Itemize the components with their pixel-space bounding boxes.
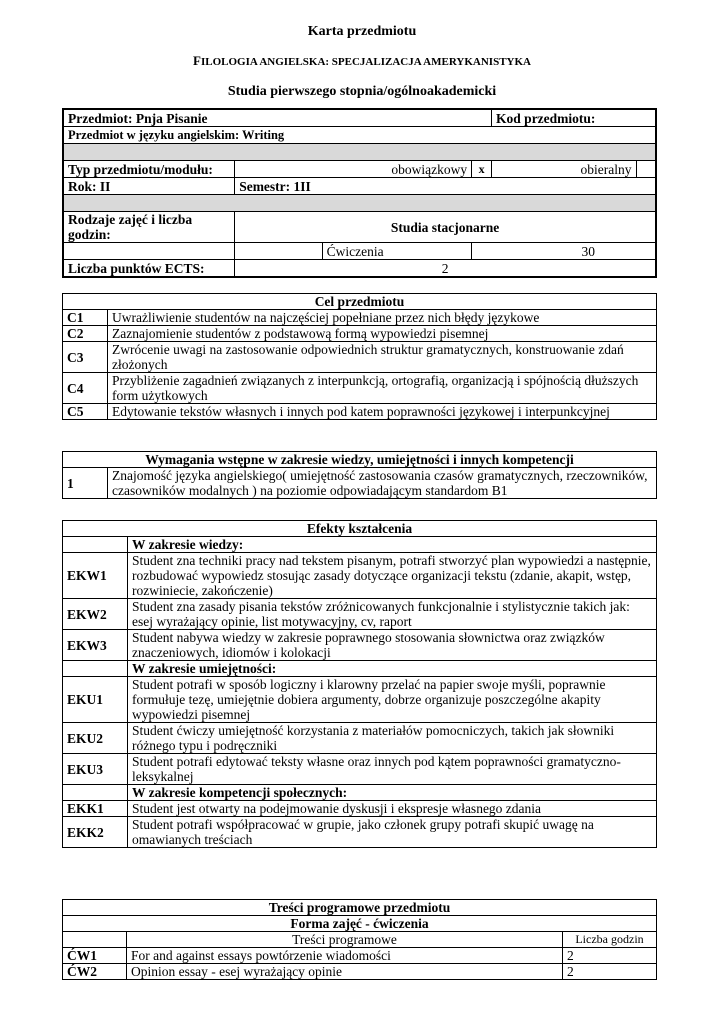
mandatory-mark: x — [472, 161, 492, 178]
prerequisite-text: Znajomość języka angielskiego( umiejętność zastosowania czasów gramatycznych, rzeczowników, czasowników modalnych ) na poziomie odpowiadającym standardom B1 — [108, 468, 657, 499]
outcome-text: Student zna techniki pracy nad tekstem pisanym, potrafi stworzyć plan wypowiedzi a następnie, rozbudować wypowiedz stosując zasady dotyczące organizacji tekstu (zdanie, akapit, wstęp, rozwiniecie, zakończenie) — [128, 553, 657, 599]
content-code: ĆW2 — [63, 964, 127, 980]
goals-table — [62, 293, 657, 420]
empty-cell — [63, 661, 128, 677]
field-rest: ILOLOGIA ANGIELSKA: SPECJALIZACJA AMERYKANISTYKA — [200, 56, 531, 68]
goal-code: C3 — [63, 342, 108, 373]
column-header-hours: Liczba godzin — [563, 932, 657, 948]
skills-heading: W zakresie umiejętności: — [128, 661, 657, 677]
study-mode: Studia stacjonarne — [235, 212, 656, 243]
mandatory-label: obowiązkowy — [235, 161, 472, 178]
outcome-code: EKK1 — [63, 801, 128, 817]
social-heading: W zakresie kompetencji społecznych: — [128, 785, 657, 801]
classes-label: Rodzaje zajęć i liczba godzin: — [63, 212, 235, 243]
subject-code-label: Kod przedmiotu: — [492, 109, 656, 127]
ects-value: 2 — [235, 260, 656, 278]
goal-text: Zaznajomienie studentów z podstawową formą wypowiedzi pisemnej — [108, 326, 657, 342]
optional-mark — [636, 161, 656, 178]
empty-cell — [63, 785, 128, 801]
goal-text: Edytowanie tekstów własnych i innych pod katem poprawności językowej i interpunkcyjnej — [108, 404, 657, 420]
optional-label: obieralny — [492, 161, 636, 178]
content-hours: 2 — [563, 964, 657, 980]
prerequisite-code: 1 — [63, 468, 108, 499]
goal-text: Uwrażliwienie studentów na najczęściej popełniane przez nich błędy językowe — [108, 310, 657, 326]
goal-text: Zwrócenie uwagi na zastosowanie odpowiednich struktur gramatycznych, konstruowanie zdań złożonych — [108, 342, 657, 373]
info-table — [62, 108, 657, 278]
learning-outcomes-table — [62, 520, 657, 848]
spacer-row — [63, 195, 656, 212]
outcome-code: EKU2 — [63, 723, 128, 754]
outcome-code: EKW2 — [63, 599, 128, 630]
prerequisites-title: Wymagania wstępne w zakresie wiedzy, umiejętności i innych kompetencji — [63, 452, 657, 468]
empty-cell — [63, 243, 235, 260]
outcome-text: Student zna zasady pisania tekstów zróżnicowanych funkcjonalnie i stylistycznie takich jak: esej wyrażający opinie, list motywacyjny, cv, raport — [128, 599, 657, 630]
prerequisites-table — [62, 451, 657, 499]
goal-code: C2 — [63, 326, 108, 342]
class-form: Forma zajęć - ćwiczenia — [63, 916, 657, 932]
goals-title: Cel przedmiotu — [63, 294, 657, 310]
class-type: Ćwiczenia — [322, 243, 471, 260]
outcome-code: EKK2 — [63, 817, 128, 848]
field-first-letter: F — [193, 53, 201, 68]
goal-text: Przybliżenie zagadnień związanych z interpunkcją, ortografią, organizacją i spójnością dłuższych form użytkowych — [108, 373, 657, 404]
outcome-text: Student potrafi w sposób logiczny i klarowny przelać na papier swoje myśli, poprawnie formułuje tezę, umiejętnie dobiera argumenty, dobrze organizuje poszczególne akapity wypowiedzi pisemnej — [128, 677, 657, 723]
program-content-title: Treści programowe przedmiotu — [63, 900, 657, 916]
goal-code: C1 — [63, 310, 108, 326]
class-hours: 30 — [472, 243, 656, 260]
subject-name: Przedmiot: Pnja Pisanie — [63, 109, 492, 127]
outcome-text: Student potrafi współpracować w grupie, jako członek grupy potrafi skupić uwagę na omawianych treściach — [128, 817, 657, 848]
learning-outcomes-title: Efekty kształcenia — [63, 521, 657, 537]
subject-name-en: Przedmiot w języku angielskim: Writing — [63, 127, 656, 144]
content-text: For and against essays powtórzenie wiadomości — [127, 948, 563, 964]
content-text: Opinion essay - esej wyrażający opinie — [127, 964, 563, 980]
outcome-text: Student jest otwarty na podejmowanie dyskusji i ekspresje własnego zdania — [128, 801, 657, 817]
field-of-study — [0, 53, 724, 69]
empty-cell — [235, 243, 322, 260]
empty-cell — [63, 932, 127, 948]
semester: Semestr: 1II — [235, 178, 656, 195]
empty-cell — [63, 537, 128, 553]
outcome-text: Student ćwiczy umiejętność korzystania z materiałów pomocniczych, takich jak słowniki różnego typu i podręczniki — [128, 723, 657, 754]
outcome-text: Student nabywa wiedzy w zakresie poprawnego stosowania słownictwa oraz związków znaczeniowych, idiomów i kolokacji — [128, 630, 657, 661]
outcome-text: Student potrafi edytować teksty własne oraz innych pod kątem poprawności gramatyczno- leksykalnej — [128, 754, 657, 785]
spacer-row — [63, 144, 656, 161]
content-code: ĆW1 — [63, 948, 127, 964]
outcome-code: EKU1 — [63, 677, 128, 723]
column-header-content: Treści programowe — [127, 932, 563, 948]
knowledge-heading: W zakresie wiedzy: — [128, 537, 657, 553]
content-hours: 2 — [563, 948, 657, 964]
program-content-table — [62, 899, 657, 980]
outcome-code: EKU3 — [63, 754, 128, 785]
year: Rok: II — [63, 178, 235, 195]
type-label: Typ przedmiotu/modułu: — [63, 161, 235, 178]
outcome-code: EKW1 — [63, 553, 128, 599]
outcome-code: EKW3 — [63, 630, 128, 661]
page-title: Karta przedmiotu — [307, 24, 417, 39]
ects-label: Liczba punktów ECTS: — [63, 260, 235, 278]
study-level: Studia pierwszego stopnia/ogólnoakademicki — [227, 84, 497, 99]
goal-code: C5 — [63, 404, 108, 420]
goal-code: C4 — [63, 373, 108, 404]
